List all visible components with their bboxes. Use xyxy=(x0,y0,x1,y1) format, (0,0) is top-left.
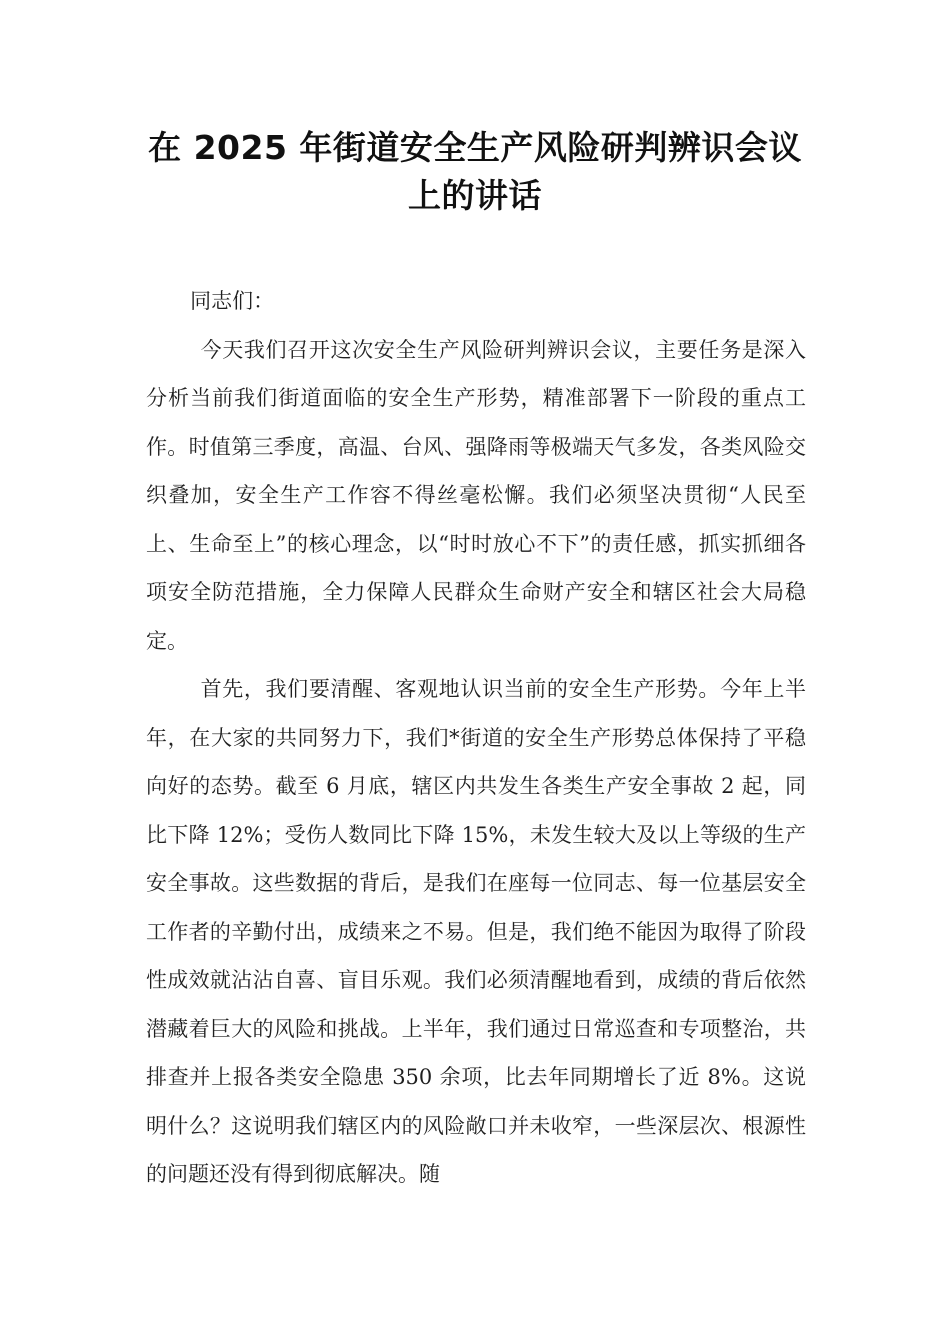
document-title xyxy=(120,124,830,220)
salutation: 同志们： xyxy=(190,289,275,313)
paragraph-situation: 首先，我们要清醒、客观地认识当前的安全生产形势。今年上半年，在大家的共同努力下，我们*街道的安全生产形势总体保持了平稳向好的态势。截至 6 月底，辖区内共发生各类生产安全事故 2 起，同比下降 12%；受伤人数同比下降 15%，未发生较大及以上等级的生产安全事故。这些数据的背后，是我们在座每一位同志、每一位基层安全工作者的辛勤付出，成绩来之不易。但是，我们绝不能因为取得了阶段性成效就沾沾自喜、盲目乐观。我们必须清醒地看到，成绩的背后依然潜藏着巨大的风险和挑战。上半年，我们通过日常巡查和专项整治，共排查并上报各类安全隐患 350 余项，比去年同期增长了近 8%。这说明什么？这说明我们辖区内的风险敞口并未收窄，一些深层次、根源性的问题还没有得到彻底解决。随 xyxy=(146,677,806,1186)
document-body xyxy=(146,277,806,1199)
title-line-2: 上的讲话 xyxy=(408,176,542,215)
paragraph-opening: 今天我们召开这次安全生产风险研判辨识会议，主要任务是深入分析当前我们街道面临的安全生产形势，精准部署下一阶段的重点工作。时值第三季度，高温、台风、强降雨等极端天气多发，各类风险交织叠加，安全生产工作容不得丝毫松懈。我们必须坚决贯彻“人民至上、生命至上”的核心理念，以“时时放心不下”的责任感，抓实抓细各项安全防范措施，全力保障人民群众生命财产安全和辖区社会大局稳定。 xyxy=(146,337,806,653)
title-line-1: 在 2025 年街道安全生产风险研判辨识会议 xyxy=(148,128,802,167)
